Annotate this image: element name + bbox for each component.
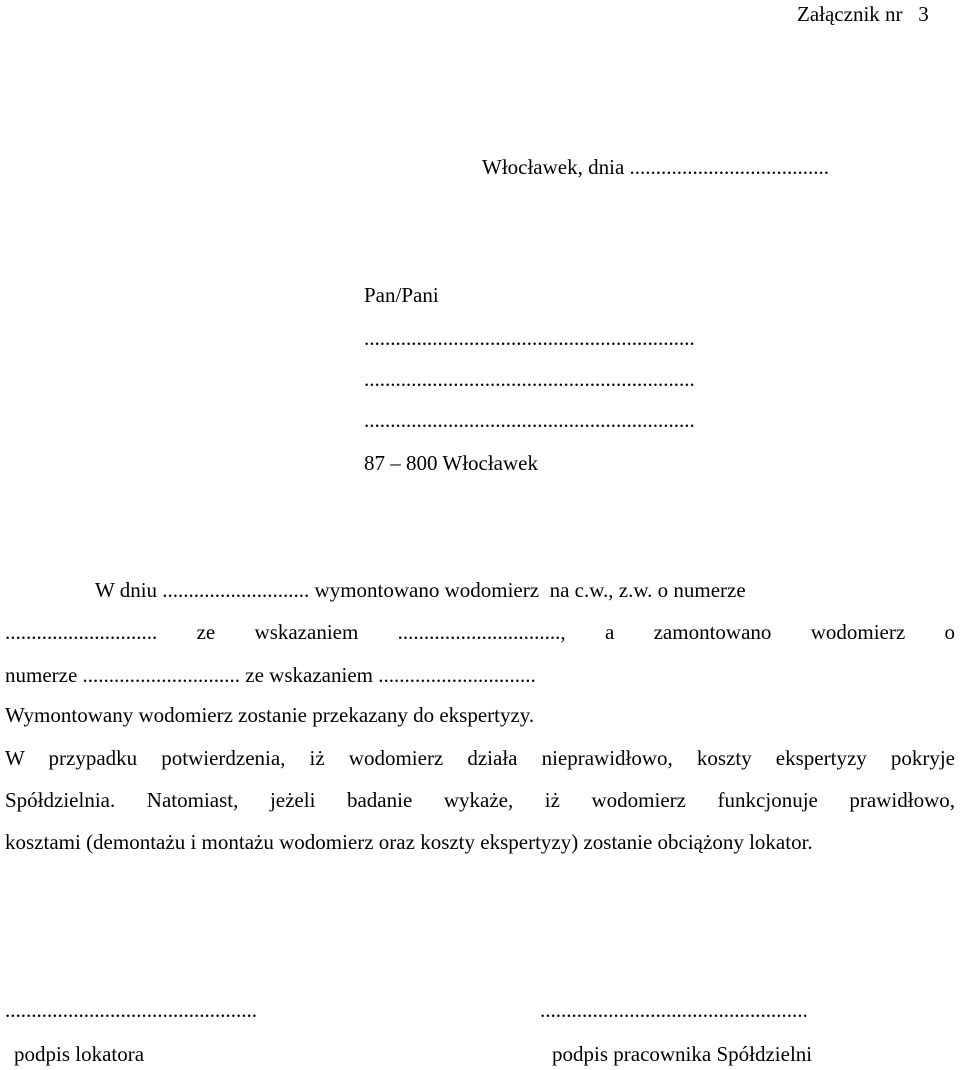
body-p3-line-2: Spółdzielnia. Natomiast, jeżeli badanie wykaże, iż wodomierz funkcjonuje prawidłowo,: [5, 788, 955, 812]
signature-line-pracownik: ...................................................: [540, 998, 808, 1022]
addressee-postal-city: 87 – 800 Włocławek: [364, 451, 538, 475]
body-p2: Wymontowany wodomierz zostanie przekazany do ekspertyzy.: [5, 703, 535, 727]
addressee-salutation: Pan/Pani: [364, 283, 439, 307]
addressee-line-1: ...............................................................: [364, 326, 695, 350]
body-p1-line-3: numerze .............................. ze wskazaniem ..............................: [5, 663, 536, 687]
signature-label-lokator: podpis lokatora: [14, 1042, 145, 1066]
body-p1-line-2: ............................. ze wskazaniem ..............................., a zamontowano wodomierz o: [5, 620, 955, 644]
body-p3-line-3: kosztami (demontażu i montażu wodomierz oraz koszty ekspertyzy) zostanie obciążony lokator.: [5, 830, 813, 854]
signature-label-pracownik: podpis pracownika Spółdzielni: [552, 1042, 813, 1066]
addressee-line-3: ...............................................................: [364, 408, 695, 432]
body-p1-line-1: W dniu ............................ wymontowano wodomierz na c.w., z.w. o numerze: [95, 578, 746, 602]
addressee-line-2: ...............................................................: [364, 367, 695, 391]
attachment-header: Załącznik nr 3: [797, 2, 929, 26]
body-p3-line-1: W przypadku potwierdzenia, iż wodomierz działa nieprawidłowo, koszty ekspertyzy pokryje: [5, 746, 955, 770]
place-date-line: Włocławek, dnia ......................................: [482, 155, 830, 179]
signature-line-lokator: ................................................: [5, 998, 257, 1022]
